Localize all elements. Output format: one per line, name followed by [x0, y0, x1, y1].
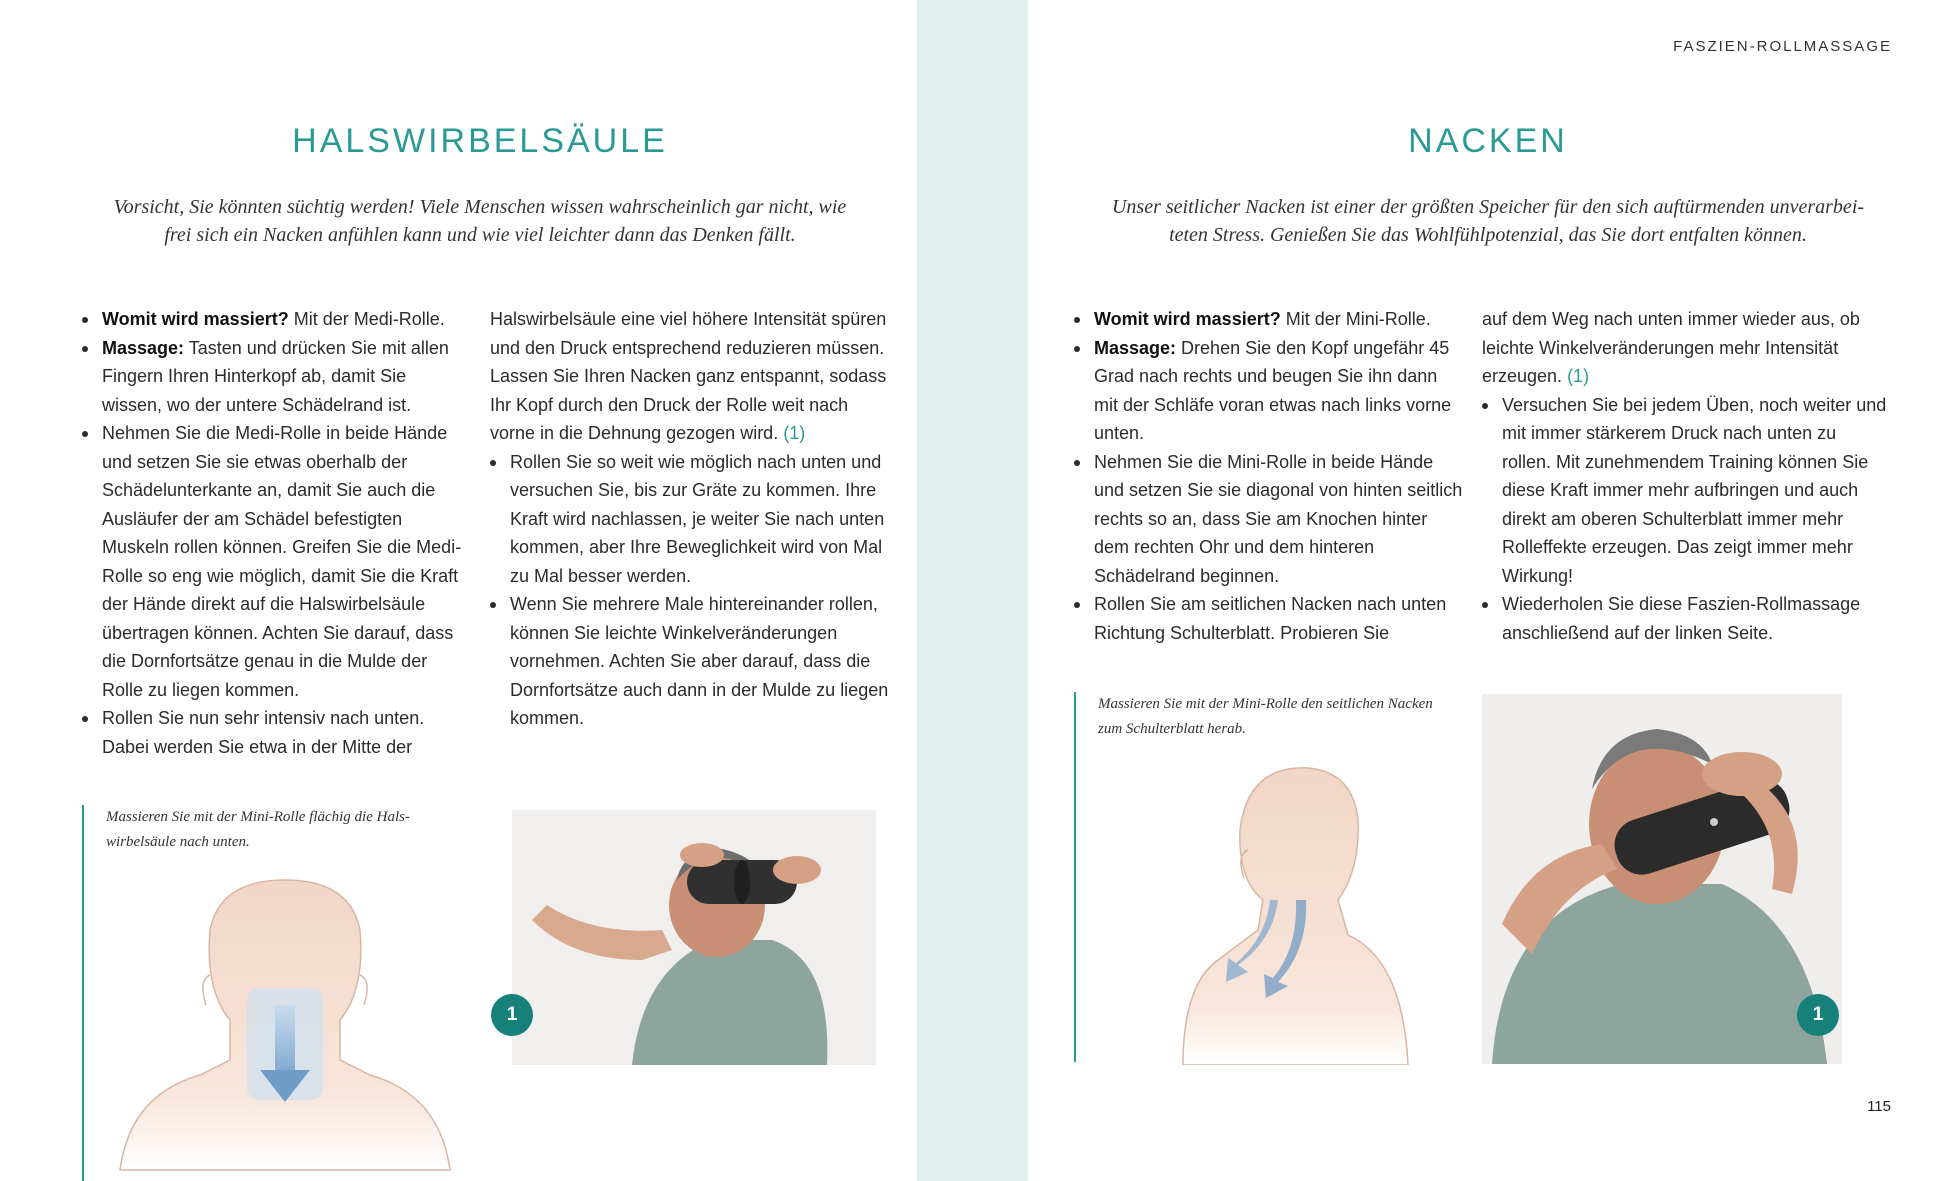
left-column-1 — [82, 305, 467, 761]
list-item: Womit wird massiert? Mit der Medi-Rolle. — [82, 305, 467, 334]
list-item: Wiederholen Sie diese Faszien-Rollmassage anschließend auf der linken Seite. — [1482, 590, 1887, 647]
neck-massage-photo — [512, 810, 876, 1065]
list-item: Nehmen Sie die Mini-Rolle in beide Hände und setzen Sie sie diagonal von hinten seitlich rechts so an, dass Sie am Knochen hinter dem rechten Ohr und dem hinteren Schädelrand beginnen. — [1074, 448, 1464, 591]
right-figure-caption: Massieren Sie mit der Mini-Rolle den seitlichen Nacken zum Schulterblatt herab. — [1074, 692, 1488, 1062]
left-page-heading: HALSWIRBELSÄULE — [292, 122, 668, 160]
list-item: Wenn Sie mehrere Male hintereinander rollen, können Sie leichte Winkelveränderungen vornehmen. Achten Sie aber darauf, dass die Dornfortsätze auch dann in der Mulde zu liegen kommen. — [490, 590, 890, 733]
list-item: Rollen Sie nun sehr intensiv nach unten. Dabei werden Sie etwa in der Mitte der — [82, 704, 467, 761]
list-item: Womit wird massiert? Mit der Mini-Rolle. — [1074, 305, 1464, 334]
right-page-intro — [1048, 193, 1928, 249]
left-column-2 — [490, 305, 890, 733]
side-neck-illustration — [1178, 760, 1428, 1065]
list-item-continuation: auf dem Weg nach unten immer wieder aus, ob leichte Winkelveränderungen mehr Intensität erzeugen. (1) — [1482, 309, 1860, 386]
list-item: Versuchen Sie bei jedem Üben, noch weiter und mit immer stärkerem Druck nach unten zu rollen. Mit zunehmendem Training können Sie diese Kraft immer mehr aufbringen und auch direkt am oberen Schulterblatt immer mehr Rolleffekte erzeugen. Das zeigt immer mehr Wirkung! — [1482, 391, 1887, 591]
figure-reference: (1) — [1562, 366, 1590, 386]
list-item: Massage: Tasten und drücken Sie mit allen Fingern Ihren Hinterkopf ab, damit Sie wissen, wo der untere Schädelrand ist. — [82, 334, 467, 420]
list-item: Rollen Sie so weit wie möglich nach unten und versuchen Sie, bis zur Gräte zu kommen. Ihre Kraft wird nachlassen, je weiter Sie nach unten kommen, aber Ihre Beweglichkeit wird von Mal zu Mal besser werden. — [490, 448, 890, 591]
right-page-heading: NACKEN — [1408, 122, 1568, 160]
page-gutter — [917, 0, 1028, 1181]
left-page — [0, 0, 917, 1181]
side-neck-massage-photo — [1482, 694, 1842, 1064]
page-number: 115 — [1867, 1098, 1891, 1115]
right-column-2 — [1482, 305, 1887, 647]
right-column-1 — [1074, 305, 1464, 647]
list-item: Massage: Drehen Sie den Kopf ungefähr 45 Grad nach rechts und beugen Sie ihn dann mit der Schläfe voran etwas nach links vorne unten. — [1074, 334, 1464, 448]
right-page — [1028, 0, 1948, 1181]
list-item: Rollen Sie am seitlichen Nacken nach unten Richtung Schulterblatt. Probieren Sie — [1074, 590, 1464, 647]
list-item: Nehmen Sie die Medi-Rolle in beide Hände und setzen Sie sie etwas oberhalb der Schädelunterkante an, damit Sie auch die Ausläufer der am Schädel befestigten Muskeln rollen können. Greifen Sie die Medi-Rolle so eng wie möglich, damit Sie die Kraft der Hände direkt auf die Halswirbelsäule übertragen können. Achten Sie darauf, dass die Dornfortsätze genau in die Mulde der Rolle zu liegen kommen. — [82, 419, 467, 704]
figure-number-badge: 1 — [1797, 994, 1839, 1036]
right-intro-line-2: teten Stress. Genießen Sie das Wohlfühlpotenzial, das Sie dort entfalten können. — [1169, 224, 1807, 246]
neck-back-illustration — [110, 870, 460, 1175]
left-figure-caption: Massieren Sie mit der Mini-Rolle flächig die Hals- wirbelsäule nach unten. — [82, 805, 486, 1181]
figure-number-badge: 1 — [491, 994, 533, 1036]
list-item-continuation: Halswirbelsäule eine viel höhere Intensität spüren und den Druck entsprechend reduzieren müssen. Lassen Sie Ihren Nacken ganz entspannt, sodass Ihr Kopf durch den Druck der Rolle weit nach vorne in die Dehnung gezogen wird. (1) — [490, 309, 887, 443]
left-intro-line-2: frei sich ein Nacken anfühlen kann und wie viel leichter dann das Denken fällt. — [164, 224, 796, 246]
right-intro-line-1: Unser seitlicher Nacken ist einer der größten Speicher für den sich auftürmenden unverarbei- — [1111, 196, 1865, 218]
running-head: FASZIEN-ROLLMASSAGE — [1673, 38, 1892, 55]
left-page-intro — [60, 193, 900, 249]
left-intro-line-1: Vorsicht, Sie könnten süchtig werden! Viele Menschen wissen wahrscheinlich gar nicht, wie — [113, 196, 847, 218]
figure-reference: (1) — [778, 423, 806, 443]
